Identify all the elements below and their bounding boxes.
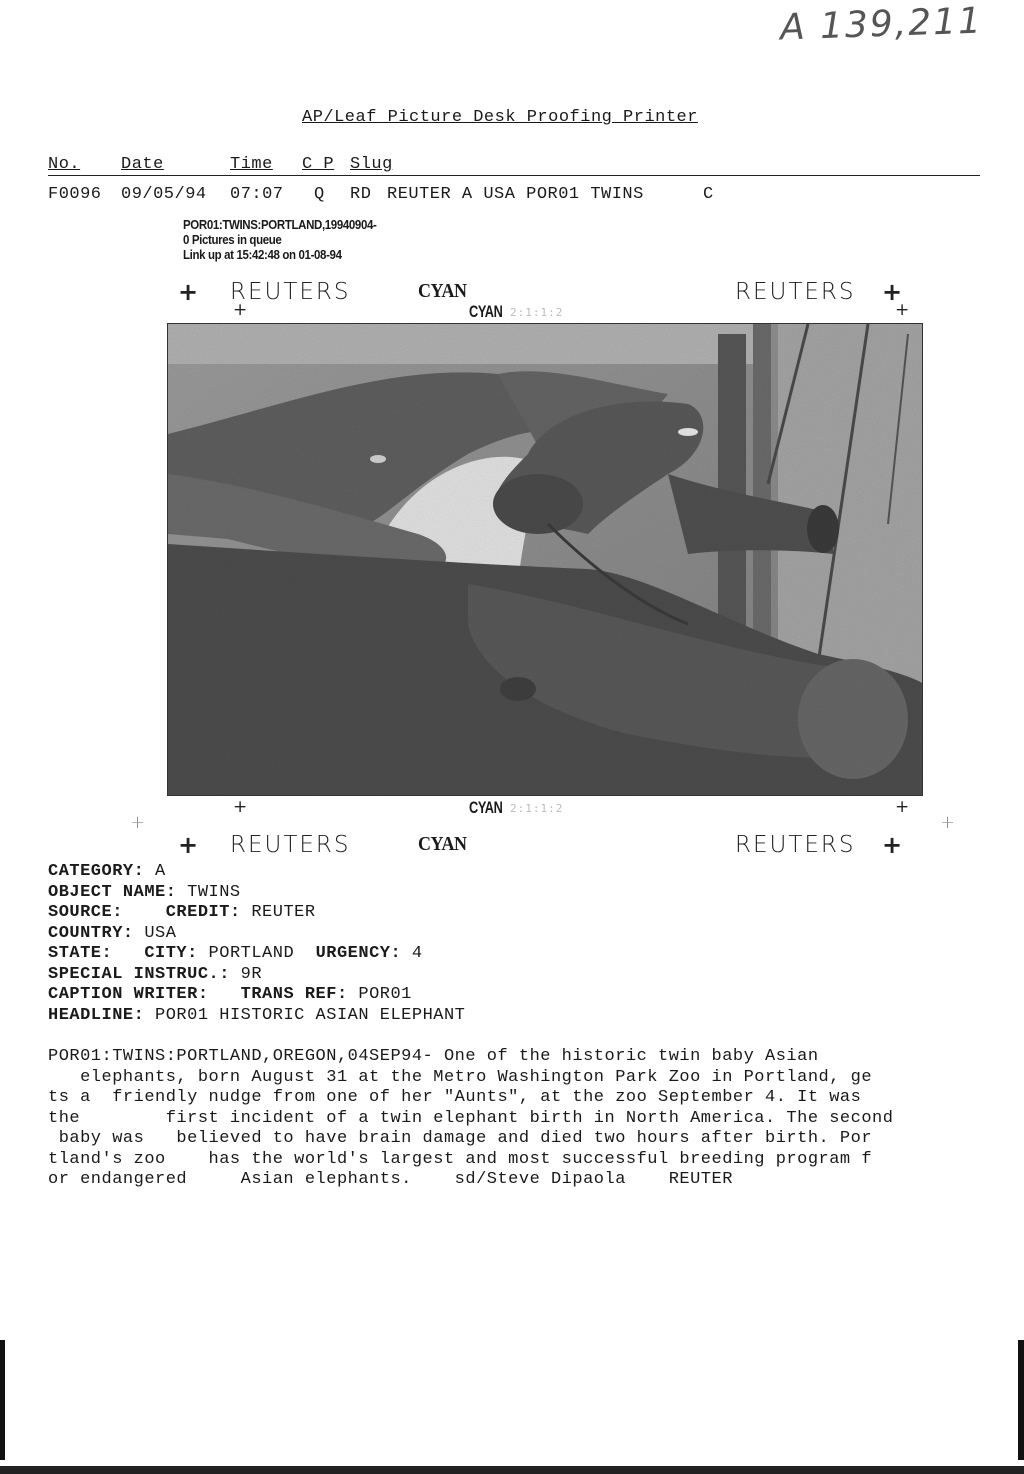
crop-plus-icon: +: [233, 797, 248, 817]
registration-plus-icon: +: [178, 831, 199, 859]
field-source: SOURCE: CREDIT: REUTER: [48, 903, 316, 922]
crop-plus-icon: +: [895, 300, 910, 320]
queue-status: 0 Pictures in queue: [183, 233, 282, 247]
caption-line: ts a friendly nudge from one of her "Aunts", at the zoo September 4. It was: [48, 1088, 862, 1107]
caption-line: baby was believed to have brain damage and died two hours after birth. Por: [48, 1129, 873, 1148]
record-slug: REUTER A USA POR01 TWINS: [387, 185, 644, 204]
faint-registration: 2:1:1:2: [510, 802, 564, 815]
cyan-mark: CYAN: [418, 833, 467, 855]
registration-plus-icon: +: [178, 278, 199, 306]
table-header: [48, 155, 980, 176]
registration-plus-icon: +: [882, 831, 903, 859]
header-cp: C P: [302, 155, 335, 174]
caption-line: POR01:TWINS:PORTLAND,OREGON,04SEP94- One of the historic twin baby Asian: [48, 1047, 819, 1066]
field-caption-writer: CAPTION WRITER: TRANS REF: POR01: [48, 985, 412, 1004]
caption-line: tland's zoo has the world's largest and most successful breeding program f: [48, 1149, 873, 1169]
field-country: COUNTRY: USA: [48, 923, 177, 943]
news-photo: [167, 323, 923, 796]
field-category: CATEGORY: A: [48, 862, 166, 881]
header-slug: Slug: [350, 155, 393, 174]
faint-registration: 2:1:1:2: [510, 306, 564, 319]
reuters-mark: REUTERS: [735, 279, 856, 305]
record-no: F0096: [48, 185, 102, 204]
caption-line: elephants, born August 31 at the Metro Washington Park Zoo in Portland, ge: [48, 1067, 873, 1087]
field-headline: HEADLINE: POR01 HISTORIC ASIAN ELEPHANT: [48, 1005, 466, 1025]
reuters-mark: REUTERS: [230, 832, 351, 858]
cyan-small-mark: CYAN: [469, 798, 503, 817]
cyan-small-mark: CYAN: [469, 302, 503, 321]
cyan-mark: CYAN: [418, 280, 467, 302]
crop-plus-icon: +: [233, 300, 248, 320]
table-row: [48, 185, 988, 205]
record-c: Q: [314, 185, 325, 204]
scan-edge-right: [1018, 1340, 1024, 1460]
scan-edge-left: [0, 1340, 5, 1460]
record-flag: C: [703, 185, 714, 204]
record-time: 07:07: [230, 185, 284, 204]
record-p: RD: [350, 185, 372, 204]
photo-elephants-icon: [168, 324, 923, 796]
transmission-info: [183, 218, 376, 263]
reuters-mark: REUTERS: [230, 279, 351, 305]
record-date: 09/05/94: [121, 185, 207, 204]
photo-caption: [48, 1047, 893, 1191]
caption-line: the first incident of a twin elephant birth in North America. The second: [48, 1108, 894, 1128]
registration-plus-icon: +: [882, 278, 903, 306]
header-no: No.: [48, 155, 81, 174]
header-date: Date: [121, 155, 164, 174]
transmission-slug: POR01:TWINS:PORTLAND,19940904-: [183, 218, 377, 232]
field-state: STATE: CITY: PORTLAND URGENCY: 4: [48, 944, 423, 963]
scan-edge-bottom: [0, 1466, 1024, 1474]
reuters-mark: REUTERS: [735, 832, 856, 858]
field-special: SPECIAL INSTRUC.: 9R: [48, 964, 263, 984]
header-time: Time: [230, 155, 273, 174]
corner-plus-icon: +: [940, 812, 956, 833]
crop-plus-icon: +: [895, 797, 910, 817]
caption-line: or endangered Asian elephants. sd/Steve Dipaola REUTER: [48, 1170, 733, 1189]
page-title: AP/Leaf Picture Desk Proofing Printer: [302, 108, 698, 127]
corner-plus-icon: +: [130, 812, 146, 833]
field-object-name: OBJECT NAME: TWINS: [48, 882, 241, 902]
handwritten-annotation: A 139,211: [779, 0, 984, 49]
metadata-fields: [48, 862, 465, 1026]
link-status: Link up at 15:42:48 on 01-08-94: [183, 248, 342, 262]
